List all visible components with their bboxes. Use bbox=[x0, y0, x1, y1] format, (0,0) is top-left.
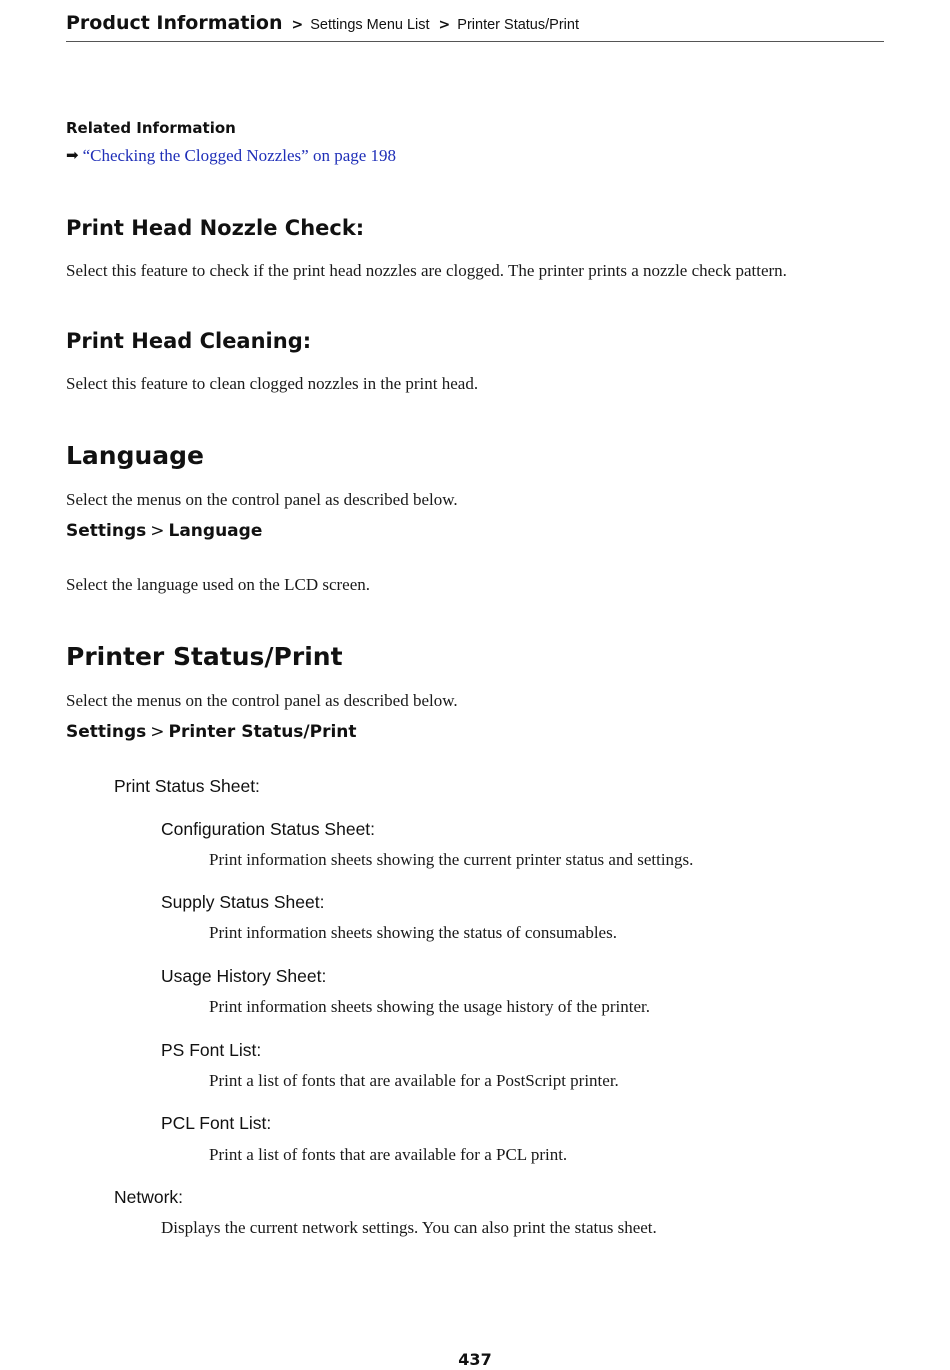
menu-path-separator: > bbox=[150, 722, 165, 742]
usage-history-sheet-label: Usage History Sheet: bbox=[161, 966, 327, 986]
ps-font-list-label: PS Font List: bbox=[161, 1040, 262, 1060]
pcl-font-list-label: PCL Font List: bbox=[161, 1113, 272, 1133]
related-link[interactable] bbox=[66, 146, 396, 166]
language-menu-path bbox=[66, 521, 262, 541]
print-status-sheet-label: Print Status Sheet: bbox=[114, 776, 260, 796]
usage-history-sheet-desc: Print information sheets showing the usage history of the printer. bbox=[209, 997, 650, 1016]
language-text: Select the language used on the LCD screen. bbox=[66, 575, 371, 594]
configuration-status-sheet-label: Configuration Status Sheet: bbox=[161, 819, 376, 839]
pcl-font-list-desc: Print a list of fonts that are available for a PCL print. bbox=[209, 1145, 568, 1164]
configuration-status-sheet-desc: Print information sheets showing the current printer status and settings. bbox=[209, 850, 694, 869]
language-heading: Language bbox=[66, 441, 205, 470]
breadcrumb-product-information: Product Information bbox=[66, 12, 283, 34]
nozzle-check-text: Select this feature to check if the print head nozzles are clogged. The printer prints a nozzle check pattern. bbox=[66, 261, 787, 280]
breadcrumb-printer-status-print: Printer Status/Print bbox=[457, 17, 579, 33]
related-information-heading: Related Information bbox=[66, 119, 236, 137]
head-cleaning-heading: Print Head Cleaning: bbox=[66, 329, 312, 353]
head-cleaning-text: Select this feature to clean clogged nozzles in the print head. bbox=[66, 374, 479, 393]
breadcrumb-separator: > bbox=[438, 17, 451, 33]
menu-path-separator: > bbox=[150, 521, 165, 541]
right-arrow-icon: ➡ bbox=[66, 146, 79, 164]
related-link-text[interactable]: “Checking the Clogged Nozzles” on page 198 bbox=[82, 146, 397, 165]
ps-font-list-desc: Print a list of fonts that are available for a PostScript printer. bbox=[209, 1071, 619, 1090]
supply-status-sheet-desc: Print information sheets showing the status of consumables. bbox=[209, 923, 617, 942]
network-label: Network: bbox=[114, 1187, 184, 1207]
nozzle-check-heading: Print Head Nozzle Check: bbox=[66, 216, 365, 240]
supply-status-sheet-label: Supply Status Sheet: bbox=[161, 892, 325, 912]
menu-path-language: Language bbox=[168, 521, 263, 541]
breadcrumb-separator: > bbox=[291, 17, 304, 33]
menu-path-settings: Settings bbox=[66, 722, 147, 742]
breadcrumb-settings-menu-list: Settings Menu List bbox=[310, 17, 430, 33]
breadcrumb bbox=[66, 12, 884, 42]
printer-status-intro: Select the menus on the control panel as described below. bbox=[66, 691, 458, 710]
menu-path-printer-status-print: Printer Status/Print bbox=[168, 722, 357, 742]
menu-path-settings: Settings bbox=[66, 521, 147, 541]
printer-status-heading: Printer Status/Print bbox=[66, 642, 343, 671]
page-number: 437 bbox=[458, 1350, 492, 1369]
language-intro: Select the menus on the control panel as described below. bbox=[66, 490, 458, 509]
network-desc: Displays the current network settings. You can also print the status sheet. bbox=[161, 1218, 657, 1237]
printer-status-menu-path bbox=[66, 722, 357, 742]
